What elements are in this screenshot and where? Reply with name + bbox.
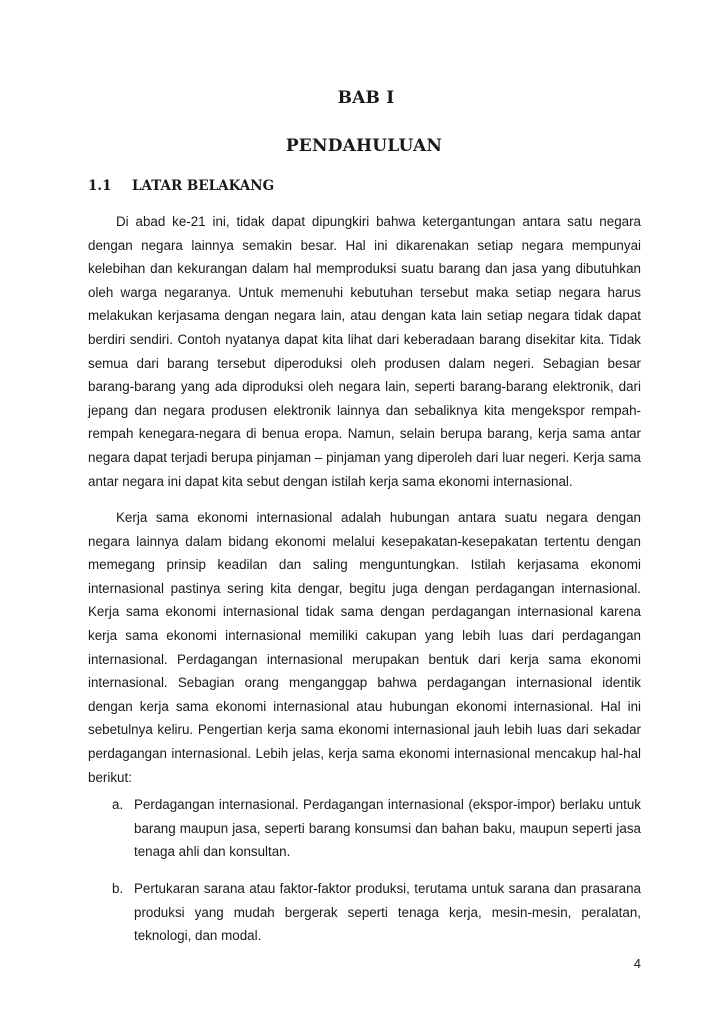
list-b bbox=[112, 877, 641, 948]
list-item-text: Perdagangan internasional. Perdagangan internasional (ekspor-impor) berlaku untuk barang maupun jasa, seperti barang konsumsi dan bahan baku, maupun seperti jasa tenaga ahli dan konsultan. bbox=[134, 797, 641, 860]
chapter-title: PENDAHULUAN bbox=[285, 136, 443, 156]
list-item bbox=[112, 877, 641, 948]
paragraph-1: Di abad ke-21 ini, tidak dapat dipungkiri bahwa ketergantungan antara satu negara dengan negara lainnya semakin besar. Hal ini dikarenakan setiap negara mempunyai kelebihan dan kekurangan dalam hal memproduksi suatu barang dan jasa yang dibutuhkan oleh warga negaranya. Untuk memenuhi kebutuhan tersebut maka setiap negara harus melakukan kerjasama dengan negara lain, atau dengan kata lain setiap negara tidak dapat berdiri sendiri. Contoh nyatanya dapat kita lihat dari keberadaan barang disekitar kita. Tidak semua dari barang tersebut diperoduksi oleh produsen dalam negeri. Sebagian besar barang-barang yang ada diproduksi oleh negara lain, seperti barang-barang elektronik, dari jepang dan negara produsen elektronik lainnya dan sebaliknya kita mengekspor rempah-rempah kenegara-negara di benua eropa. Namun, selain berupa barang, kerja sama antar negara dapat terjadi berupa pinjaman – pinjaman yang diperoleh dari luar negeri. Kerja sama antar negara ini dapat kita sebut dengan istilah kerja sama ekonomi internasional. bbox=[88, 214, 641, 489]
section-title: LATAR BELAKANG bbox=[132, 178, 275, 194]
list-marker: a. bbox=[112, 797, 124, 812]
section-number: 1.1 bbox=[88, 178, 112, 194]
chapter-number: BAB I bbox=[337, 88, 395, 108]
list-item bbox=[112, 793, 641, 864]
list-marker: b. bbox=[112, 881, 124, 896]
list-item-text: Pertukaran sarana atau faktor-faktor produksi, terutama untuk sarana dan prasarana produksi yang mudah bergerak seperti tenaga kerja, mesin-mesin, peralatan, teknologi, dan modal. bbox=[134, 881, 641, 944]
section-heading bbox=[88, 178, 274, 194]
page-number: 4 bbox=[633, 956, 641, 971]
list-a bbox=[112, 793, 641, 864]
paragraph-2: Kerja sama ekonomi internasional adalah hubungan antara suatu negara dengan negara lainnya dalam bidang ekonomi melalui kesepakatan-kesepakatan tertentu dengan memegang prinsip keadilan dan saling menguntungkan. Istilah kerjasama ekonomi internasional pastinya sering kita dengar, begitu juga dengan perdagangan internasional. Kerja sama ekonomi internasional tidak sama dengan perdagangan internasional karena kerja sama ekonomi internasional memiliki cakupan yang lebih luas dari perdagangan internasional. Perdagangan internasional merupakan bentuk dari kerja sama ekonomi internasional. Sebagian orang menganggap bahwa perdagangan internasional identik dengan kerja sama ekonomi internasional atau hubungan ekonomi internasional. Hal ini sebetulnya keliru. Pengertian kerja sama ekonomi internasional jauh lebih luas dari sekadar perdagangan internasional. Lebih jelas, kerja sama ekonomi internasional mencakup hal-hal berikut: bbox=[88, 510, 641, 785]
